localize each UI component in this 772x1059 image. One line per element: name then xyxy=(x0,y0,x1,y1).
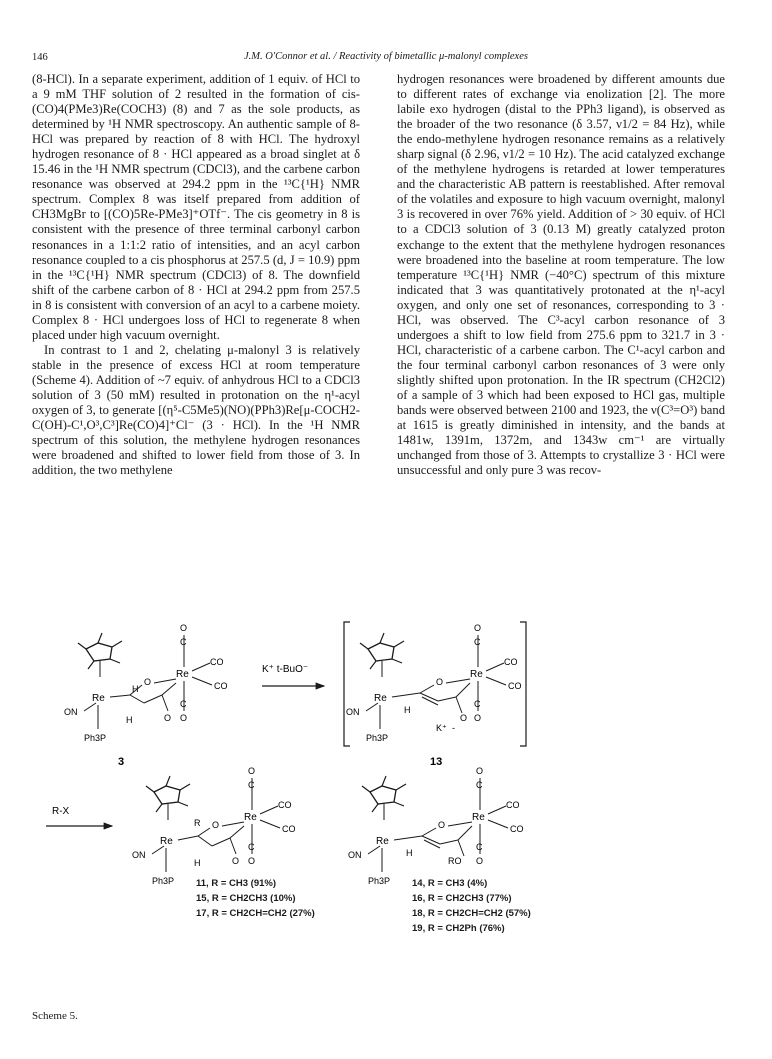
product-entry-14: 14, R = CH3 (4%) xyxy=(412,878,488,889)
o-label: O xyxy=(248,856,256,866)
o-label: O xyxy=(164,713,172,723)
product-entry-15: 15, R = CH2CH3 (10%) xyxy=(196,893,296,904)
co-label: CO xyxy=(282,824,296,834)
reagent-bottom: R-X xyxy=(52,806,70,817)
scheme-caption: Scheme 5. xyxy=(32,1010,78,1022)
c-label: C xyxy=(476,780,483,790)
complex-13-structure xyxy=(346,623,522,768)
right-paragraph-1: hydrogen resonances were broadened by different amounts due to different rates of exchange via enolization [2]. The more labile exo hydrogen (distal to the PPh3 ligand), is observed as the broader of the two resonance (δ 3.57, ν1/2 = 84 Hz), while the endo-methylene hydrogen resonance remains as a relatively sharp signal (δ 2.96, ν1/2 = 10 Hz). The acid catalyzed exchange of the methylene hydrogens is retarded at lower temperatures and the characteristic AB pattern is reestablished. After removal of the volatiles and exposure to high vacuum overnight, malonyl 3 is recovered in over 76% yield. Addition of > 30 equiv. of HCl to a CDCl3 solution of 3 (0.13 M) greatly catalyzed proton exchange to the extent that the methylene hydrogen resonances were broadened into the baseline at room temperature. The low temperature ¹³C{¹H} NMR (−40°C) spectrum of this mixture indicated that 3 was quantitatively protonated at the η¹-acyl oxygen, and only one set of resonances, corresponding to 3 · HCl, was observed. The C³-acyl carbon resonance of 3 undergoes a shift to low field from 275.6 ppm to 321.7 in 3 · HCl, characteristic of a carbene carbon. The C¹-acyl carbon and the four terminal carbonyl carbon resonances of 3 were only slightly shifted upon protonation. In the IR spectrum (CH2Cl2) of a sample of 3 which had been exposed to HCl gas, multiple bands were observed between 2100 and 1923, the ν(C³=O³) band at 1615 is greatly diminished in intensity, and the bands at 1481w, 1391m, 1372m, and 1343w cm⁻¹ are virtually unchanged from those of 3. Attempts to crystallize 3 · HCl were unsuccessful and only pure 3 was recov- xyxy=(397,72,725,478)
product-entry-16: 16, R = CH2CH3 (77%) xyxy=(412,893,512,904)
on-label: ON xyxy=(346,707,360,717)
co-label: CO xyxy=(214,681,228,691)
page-number: 146 xyxy=(32,52,48,63)
compound-label-13: 13 xyxy=(430,756,443,768)
compound-label-3: 3 xyxy=(118,756,125,768)
right-column xyxy=(397,72,725,478)
h-label: H xyxy=(406,848,413,858)
k-plus-label: K⁺ xyxy=(436,723,447,733)
o-label: O xyxy=(476,766,484,776)
re-label: Re xyxy=(470,669,483,680)
on-label: ON xyxy=(132,850,146,860)
o-label: O xyxy=(460,713,468,723)
c-label: C xyxy=(180,637,187,647)
left-paragraph-1: (8-HCl). In a separate experiment, addition of 1 equiv. of HCl to a 9 mM THF solution of 2 resulted in the formation of cis-(CO)4(PMe3)Re(COCH3) (8) and 7 as the sole products, as determined by ¹H NMR spectroscopy. An authentic sample of 8-HCl was prepared by reaction of 8 with HCl. The hydroxyl hydrogen resonance of 8 · HCl appeared as a broad singlet at δ 15.46 in the ¹H NMR spectrum (CDCl3), and the carbene carbon resonance was observed at 294.2 ppm in the ¹³C{¹H} NMR spectrum. Complex 8 was itself prepared from addition of CH3MgBr to [(CO)5Re-PMe3]⁺OTf⁻. The cis geometry in 8 is consistent with the presence of three terminal carbonyl carbon resonances in a 1:1:2 ratio of intensities, and an acyl carbon resonance coupled to a cis phosphorus at 257.5 (d, J = 10.9) ppm in the ¹³C{¹H} NMR spectrum (CDCl3) of 8. The downfield shift of the carbene carbon of 8 · HCl at 294.2 ppm from 257.5 in 8 is consistent with conversion of an acyl to a carbene moiety. Complex 8 · HCl undergoes loss of HCl to regenerate 8 when placed under high vacuum overnight. xyxy=(32,72,360,342)
c-label: C xyxy=(248,780,255,790)
o-label: O xyxy=(474,623,482,633)
ph3p-label: Ph3P xyxy=(368,876,391,886)
co-label: CO xyxy=(504,657,518,667)
re-label: Re xyxy=(374,693,387,704)
co-label: CO xyxy=(210,657,224,667)
c-label: C xyxy=(476,842,483,852)
c-label: C xyxy=(248,842,255,852)
on-label: ON xyxy=(64,707,78,717)
co-label: CO xyxy=(508,681,522,691)
o-label: O xyxy=(474,713,482,723)
ph3p-label: Ph3P xyxy=(152,876,175,886)
left-paragraph-2: In contrast to 1 and 2, chelating μ-malonyl 3 is relatively stable in the presence of excess HCl at room temperature (Scheme 4). Addition of ~7 equiv. of anhydrous HCl to a CDCl3 solution of 3 (50 mM) resulted in protonation on the η¹-acyl oxygen of 3, to generate [(η⁵-C5Me5)(NO)(PPh3)Re[μ-COCH2-C(OH)-C¹,O³,C³]Re(CO)4]⁺Cl⁻ (3 · HCl). In the ¹H NMR spectrum of this solution, the methylene hydrogen resonances were broadened and shifted to lower field from those of 3. In addition, the two methylene xyxy=(32,342,360,478)
product-entry-17: 17, R = CH2CH=CH2 (27%) xyxy=(196,908,315,919)
o-label: O xyxy=(232,856,240,866)
o-label: O xyxy=(212,820,220,830)
h-label: H xyxy=(126,715,133,725)
re-label: Re xyxy=(92,693,105,704)
running-title: J.M. O'Connor et al. / Reactivity of bimetallic μ-malonyl complexes xyxy=(244,51,528,62)
o-label: O xyxy=(438,820,446,830)
ph3p-label: Ph3P xyxy=(84,733,107,743)
product-entry-18: 18, R = CH2CH=CH2 (57%) xyxy=(412,908,531,919)
product-entry-11: 11, R = CH3 (91%) xyxy=(196,878,276,889)
scheme-5-drawing xyxy=(0,600,772,940)
o-label: O xyxy=(144,677,152,687)
reagent-top: K⁺ t-BuO⁻ xyxy=(262,664,309,675)
re-label: Re xyxy=(244,812,257,823)
product-entry-19: 19, R = CH2Ph (76%) xyxy=(412,923,505,934)
h-label: H xyxy=(194,858,201,868)
co-label: CO xyxy=(278,800,292,810)
o-label: O xyxy=(248,766,256,776)
c-label: C xyxy=(474,637,481,647)
c-label: C xyxy=(474,699,481,709)
right-product-legend xyxy=(412,878,531,934)
re-label: Re xyxy=(376,836,389,847)
minus-label: - xyxy=(452,723,455,733)
ro-label: RO xyxy=(448,856,462,866)
product-c-alkylated-structure xyxy=(348,766,524,886)
o-label: O xyxy=(476,856,484,866)
h-label: H xyxy=(404,705,411,715)
co-label: CO xyxy=(510,824,524,834)
h-label: H xyxy=(132,684,139,694)
complex-3-structure xyxy=(64,623,228,768)
r-label: R xyxy=(194,818,201,828)
c-label: C xyxy=(180,699,187,709)
ph3p-label: Ph3P xyxy=(366,733,389,743)
left-product-legend xyxy=(196,878,315,919)
o-label: O xyxy=(436,677,444,687)
left-column xyxy=(32,72,360,478)
product-o-alkylated-structure xyxy=(132,766,296,886)
co-label: CO xyxy=(506,800,520,810)
o-label: O xyxy=(180,713,188,723)
re-label: Re xyxy=(176,669,189,680)
re-label: Re xyxy=(160,836,173,847)
on-label: ON xyxy=(348,850,362,860)
o-label: O xyxy=(180,623,188,633)
re-label: Re xyxy=(472,812,485,823)
bracket-left xyxy=(344,622,350,746)
